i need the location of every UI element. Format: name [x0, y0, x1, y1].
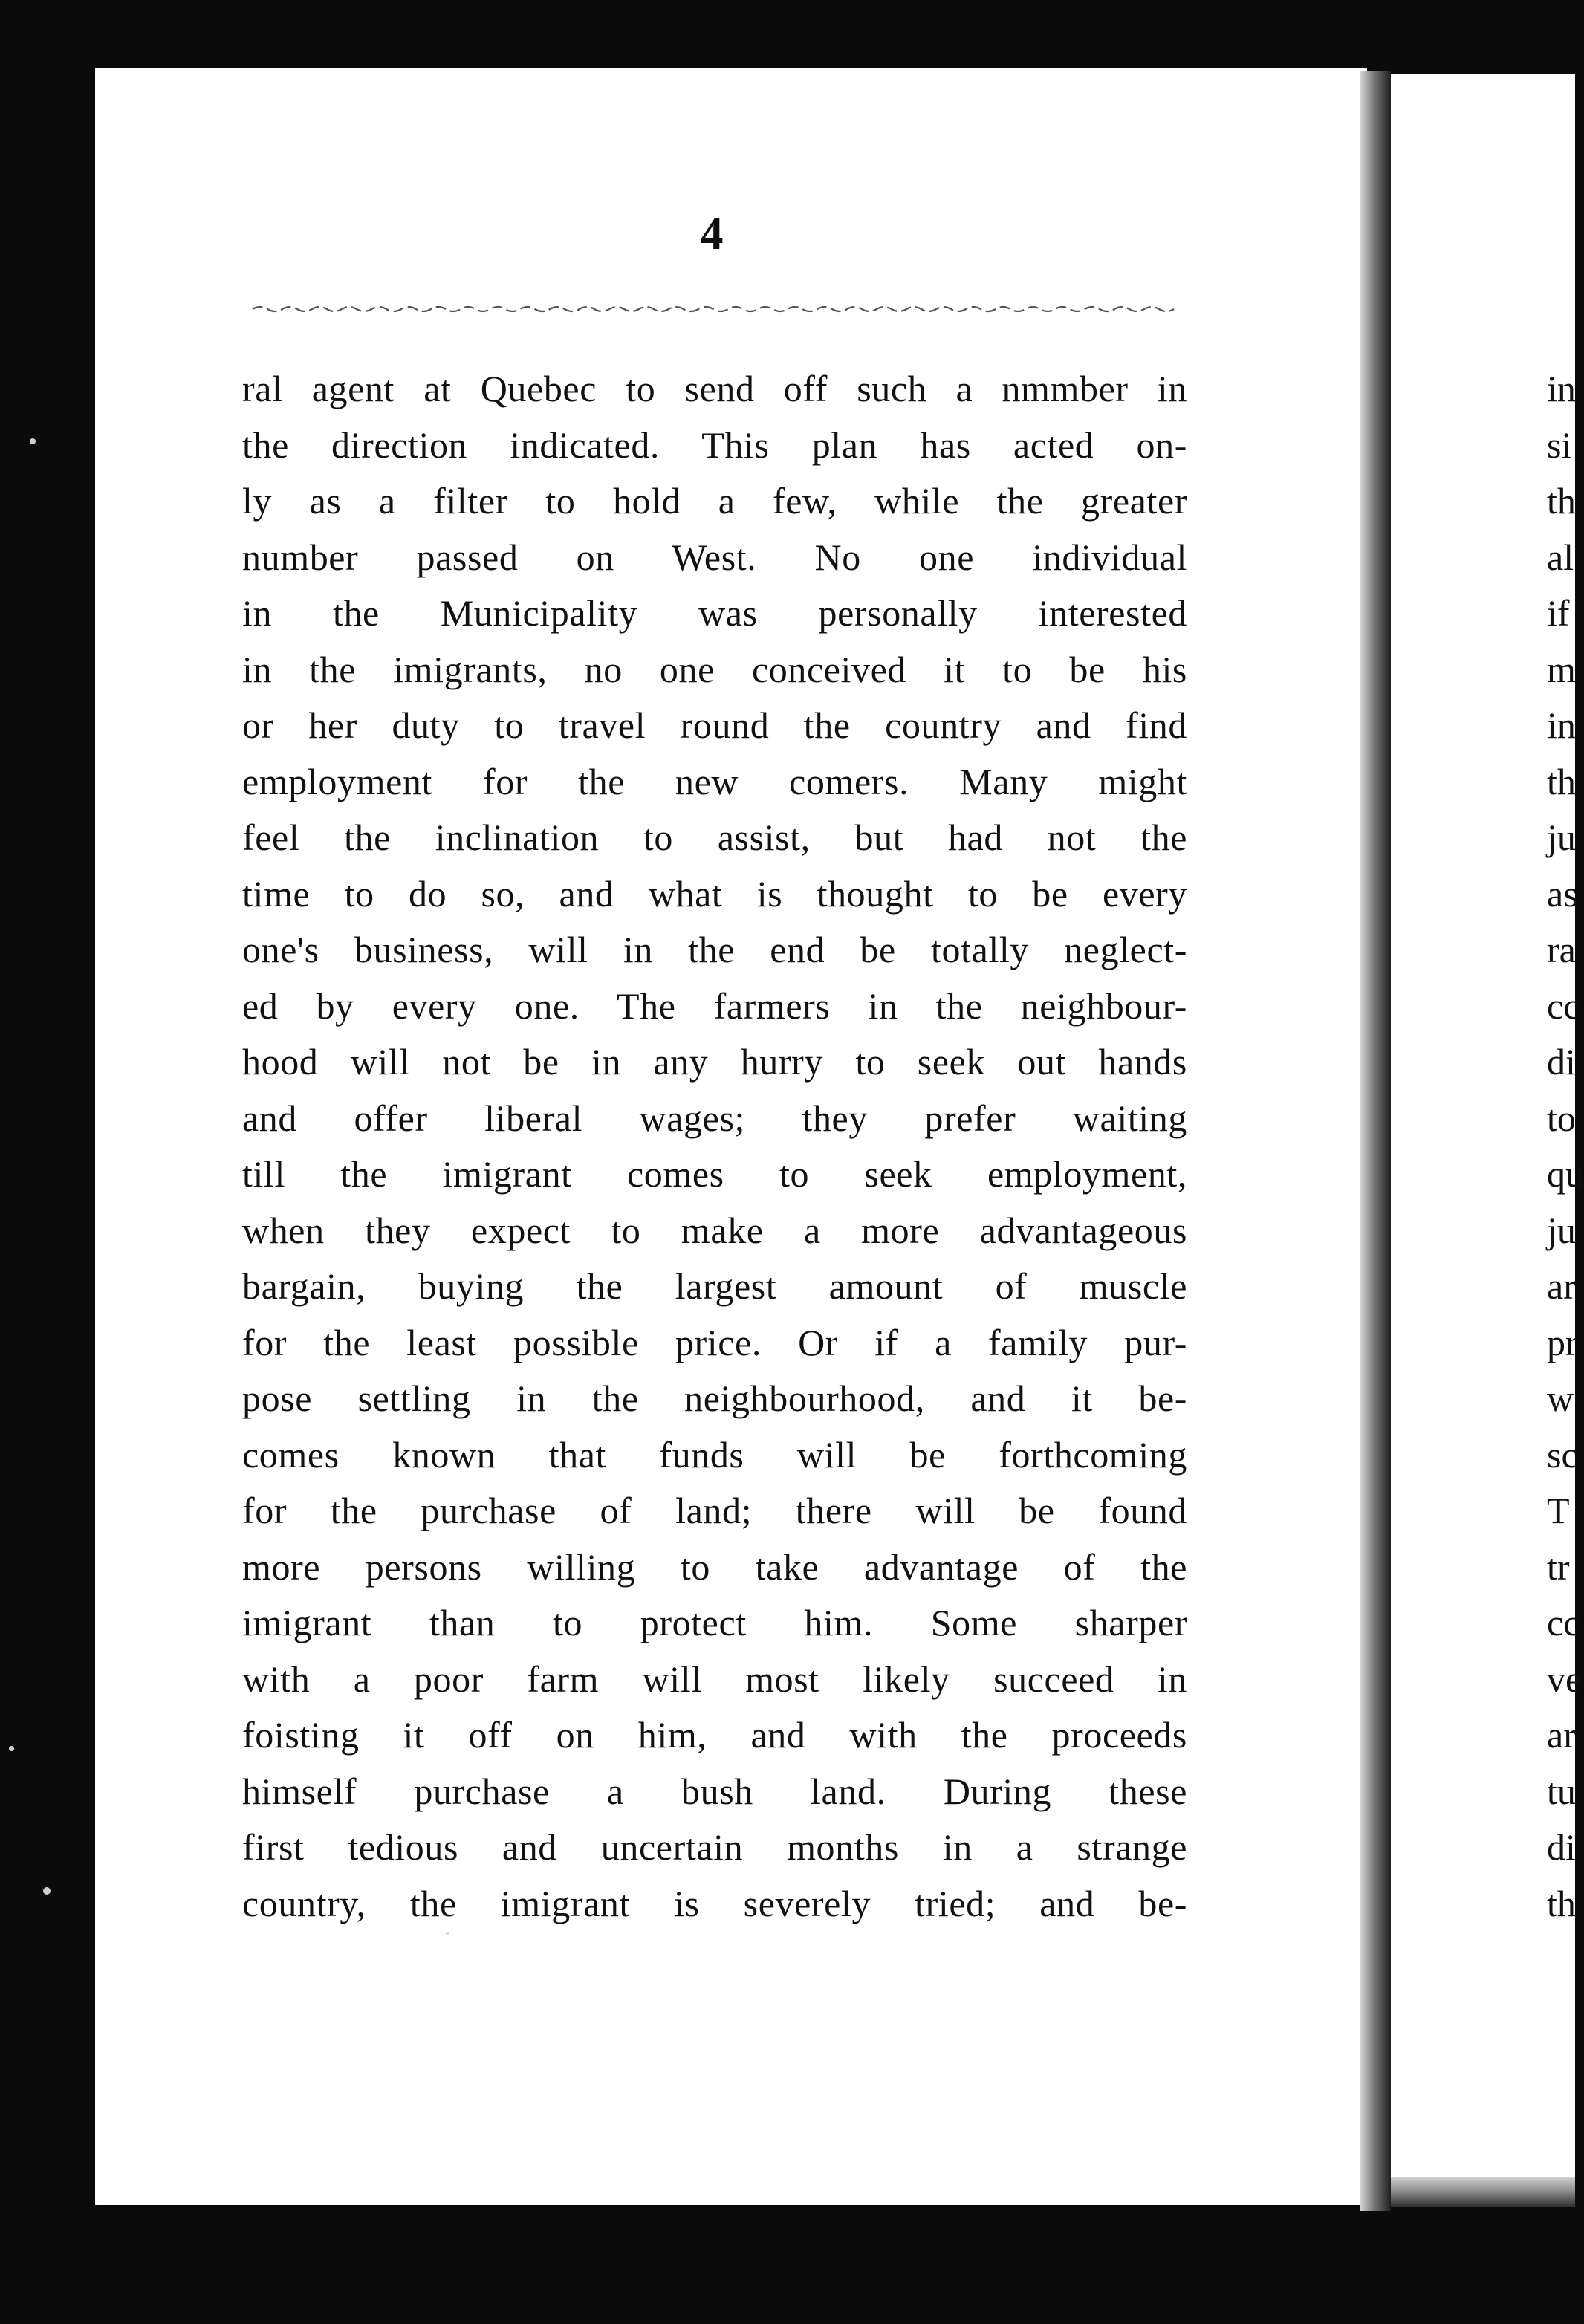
facing-page-fragment: th	[1547, 1882, 1576, 1924]
facing-page-text-fragments	[1547, 361, 1584, 1932]
facing-page-fragment: pr	[1547, 1321, 1578, 1363]
scan-speck	[30, 438, 36, 444]
facing-page-fragment: ju	[1547, 817, 1576, 858]
facing-page-fragment: tr	[1547, 1545, 1570, 1588]
scan-speck	[9, 1746, 14, 1751]
text-line: ral agent at Quebec to send off such a nmmber in	[242, 368, 1187, 409]
facing-page-fragment: to	[1547, 1097, 1576, 1139]
text-line: time to do so, and what is thought to be every	[242, 872, 1187, 915]
text-line: the direction indicated. This plan has acted on-	[242, 423, 1187, 466]
book-gutter	[1360, 71, 1391, 2211]
text-line: when they expect to make a more advantageous	[242, 1209, 1187, 1251]
text-line: number passed on West. No one individual	[242, 536, 1187, 578]
right-page-bottom-edge	[1391, 2177, 1575, 2207]
facing-page-fragment: th	[1547, 480, 1576, 522]
facing-page-fragment: as	[1547, 872, 1578, 915]
text-line: for the least possible price. Or if a family pur-	[242, 1321, 1187, 1363]
text-line: for the purchase of land; there will be found	[242, 1490, 1187, 1531]
facing-page-fragment: sc	[1547, 1433, 1578, 1476]
text-line: bargain, buying the largest amount of muscle	[242, 1265, 1187, 1307]
text-line: in the imigrants, no one conceived it to be his	[242, 648, 1187, 690]
text-line: feel the inclination to assist, but had not the	[242, 817, 1187, 858]
text-line: or her duty to travel round the country and find	[242, 704, 1187, 746]
text-line: himself purchase a bush land. During these	[242, 1770, 1187, 1812]
facing-page-fragment: di	[1547, 1826, 1576, 1868]
body-text	[242, 361, 1187, 1932]
facing-page-fragment: ar	[1547, 1714, 1576, 1756]
text-line: ed by every one. The farmers in the neighbour-	[242, 984, 1187, 1027]
facing-page-fragment: si	[1547, 423, 1572, 466]
text-line: imigrant than to protect him. Some sharper	[242, 1602, 1187, 1643]
facing-page-fragment: cc	[1547, 1602, 1580, 1643]
facing-page-fragment: if	[1547, 592, 1570, 634]
text-line: foisting it off on him, and with the proceeds	[242, 1714, 1187, 1756]
text-line: employment for the new comers. Many might	[242, 760, 1187, 802]
text-line: country, the imigrant is severely tried; and be-	[242, 1882, 1187, 1924]
facing-page-fragment: ra	[1547, 929, 1576, 970]
facing-page-fragment: qu	[1547, 1153, 1584, 1195]
facing-page-fragment: cc	[1547, 984, 1580, 1027]
text-line: in the Municipality was personally interested	[242, 592, 1187, 634]
scan-speck	[43, 1887, 51, 1895]
text-line: with a poor farm will most likely succeed in	[242, 1658, 1187, 1700]
text-line: and offer liberal wages; they prefer waiting	[242, 1097, 1187, 1139]
facing-page-fragment: in	[1547, 704, 1576, 746]
facing-page-fragment: th	[1547, 760, 1576, 802]
facing-page-fragment: m	[1547, 648, 1576, 690]
text-line: one's business, will in the end be totally neglect-	[242, 929, 1187, 970]
text-line: first tedious and uncertain months in a strange	[242, 1826, 1187, 1868]
page-number: 4	[700, 209, 724, 259]
facing-page-fragment: ve	[1547, 1658, 1583, 1700]
facing-page-fragment: in	[1547, 368, 1576, 409]
text-line: hood will not be in any hurry to seek out hands	[242, 1041, 1187, 1083]
facing-page-fragment: T	[1547, 1490, 1570, 1531]
text-line: more persons willing to take advantage of the	[242, 1545, 1187, 1588]
text-line: comes known that funds will be forthcoming	[242, 1433, 1187, 1476]
facing-page-fragment: ar	[1547, 1265, 1576, 1307]
facing-page-fragment: di	[1547, 1041, 1576, 1083]
facing-page-fragment: tu	[1547, 1770, 1576, 1812]
decorative-wavy-rule	[253, 303, 1174, 314]
facing-page-fragment: w	[1547, 1377, 1574, 1419]
facing-page-fragment: al	[1547, 536, 1574, 578]
text-line: till the imigrant comes to seek employment,	[242, 1153, 1187, 1195]
text-line: pose settling in the neighbourhood, and it be-	[242, 1377, 1187, 1419]
text-line: ly as a filter to hold a few, while the greater	[242, 480, 1187, 522]
page-speck	[446, 1932, 449, 1935]
facing-page-fragment: ju	[1547, 1209, 1576, 1251]
